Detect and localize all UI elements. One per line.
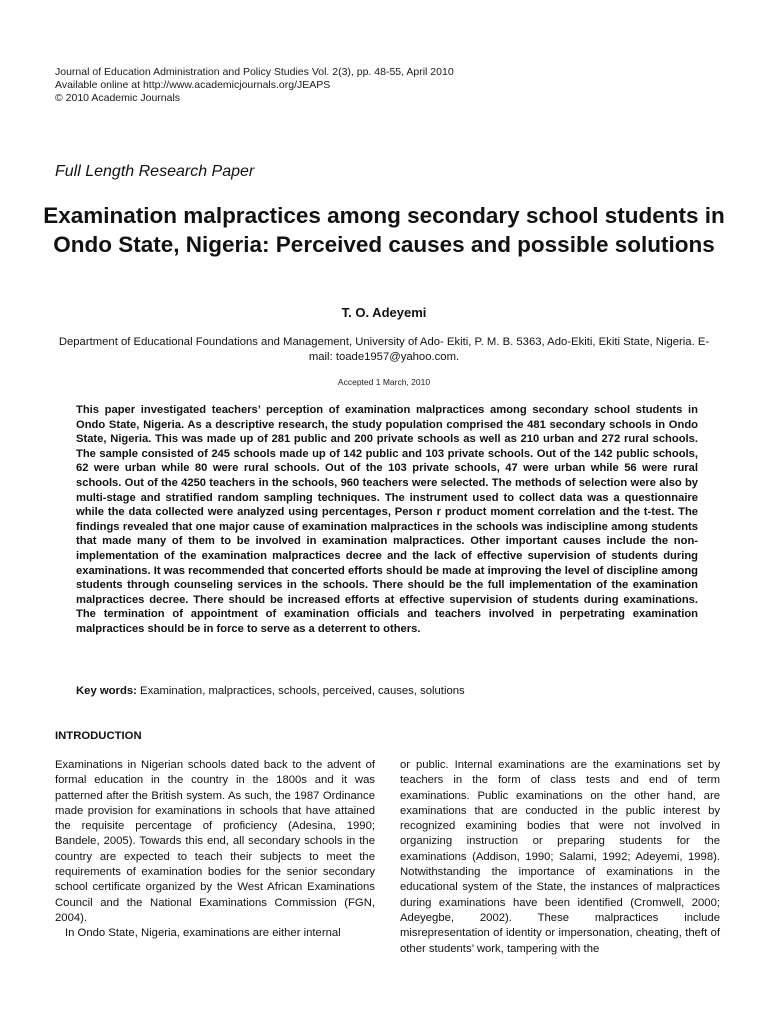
- abstract: This paper investigated teachers’ perception of examination malpractices among secondary school students in Ondo State, Nigeria. As a descriptive research, the study population comprised the 481 secondary schools in Ondo State, Nigeria. This was made up of 281 public and 200 private schools as well as 210 urban and 272 rural schools. The sample consisted of 245 schools made up of 142 public and 103 private schools. Out of the 142 public schools, 62 were urban while 80 were rural schools. Out of the 103 private schools, 47 were urban while 56 were rural schools. Out of the 4250 teachers in the schools, 960 teachers were selected. The methods of selection were also by multi-stage and stratified random sampling techniques. The instrument used to collect data was a questionnaire while the data collected were analyzed using percentages, Person r product moment correlation and the t-test. The findings revealed that one major cause of examination malpractices in the schools was indiscipline among students that made many of them to be involved in examination malpractices. Other important causes include the non-implementation of the examination malpractices decree and the lack of effective supervision of students during examinations. It was recommended that concerted efforts should be made at improving the level of discipline among students through counseling services in the schools. There should be the full implementation of the examination malpractices decree. There should be increased efforts at effective supervision of students during examinations. The termination of appointment of examination officials and teachers involved in perpetrating examination malpractices should be in force to serve as a deterrent to others.: [76, 404, 698, 635]
- journal-info: [55, 66, 454, 105]
- right-column: [400, 758, 720, 957]
- copyright: © 2010 Academic Journals: [55, 92, 181, 104]
- journal-url: Available online at http://www.academicjournals.org/JEAPS: [55, 79, 331, 91]
- paper-type: Full Length Research Paper: [55, 163, 255, 180]
- section-heading-introduction: INTRODUCTION: [55, 730, 142, 742]
- accepted-date: Accepted 1 March, 2010: [337, 377, 431, 387]
- affiliation: Department of Educational Foundations and Management, University of Ado- Ekiti, P. M. B. 5363, Ado-Ekiti, Ekiti State, Nigeria. E-mail: toade1957@yahoo.com.: [58, 336, 710, 363]
- author: T. O. Adeyemi: [341, 305, 427, 320]
- left-column: [55, 758, 375, 942]
- intro-paragraph-2: In Ondo State, Nigeria, examinations are either internal: [65, 927, 341, 940]
- keywords-label: Key words:: [76, 685, 137, 697]
- intro-paragraph-1: Examinations in Nigerian schools dated back to the advent of formal education in the country in the 1800s and it was patterned after the British system. As such, the 1987 Ordinance made provision for examinations in schools that have attained the requisite percentage of proficiency (Adesina, 1990; Bandele, 2005). Towards this end, all secondary schools in the country are expected to teach their subjects to meet the requirements of examination bodies for the senior secondary school certificate organized by the West African Examinations Council and the National Examinations Commission (FGN, 2004).: [55, 759, 375, 924]
- paper-title: Examination malpractices among secondary school students in Ondo State, Nigeria: Perceived causes and possible solutions: [43, 203, 725, 257]
- keywords: [76, 685, 465, 697]
- keywords-text: Examination, malpractices, schools, perceived, causes, solutions: [136, 685, 465, 697]
- intro-paragraph-3: or public. Internal examinations are the examinations set by teachers in the form of class tests and end of term examinations. Public examinations on the other hand, are examinations that are conducted in the public interest by recognized examining bodies that were not involved in organizing instruction or preparing students for the examinations (Addison, 1990; Salami, 1992; Adeyemi, 1998). Notwithstanding the importance of examinations in the educational system of the State, the instances of malpractices during examinations have been identified (Cromwell, 2000; Adeyegbe, 2002). These malpractices include misrepresentation of identity or impersonation, cheating, theft of other students’ work, tampering with the: [400, 759, 720, 955]
- journal-citation: Journal of Education Administration and Policy Studies Vol. 2(3), pp. 48-55, April 2010: [55, 66, 454, 78]
